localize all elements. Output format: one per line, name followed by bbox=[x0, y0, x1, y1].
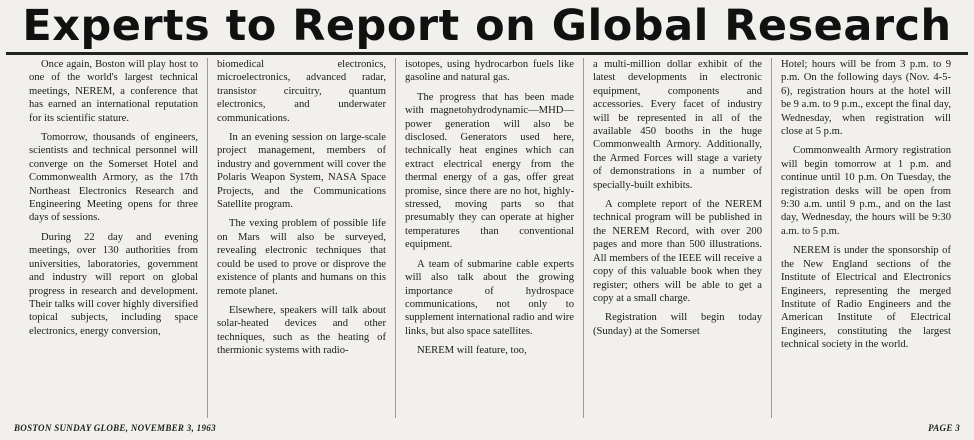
headline-rule bbox=[6, 52, 968, 55]
paragraph: Commonwealth Armory registration will begin tomorrow at 1 p.m. and continue until 10 p.m. On Tuesday, the registration desks will be open from 9:30 a.m. until 9 p.m., and on the last day, Wednesday, the hours will be 9:30 a.m. to 5 p.m. bbox=[781, 145, 951, 237]
paragraph: a multi-million dollar exhibit of the latest developments in electronic equipment, components and accessories. Every facet of industry will be represented in all of the available 450 booths in the huge Commonwealth Armory. Additionally, the Armed Forces will stage a variety of demonstrations in a number of specially-built exhibits. bbox=[593, 59, 762, 191]
paragraph: NEREM will feature, too, bbox=[417, 345, 527, 357]
paragraph: Hotel; hours will be from 3 p.m. to 9 p.m. On the following days (Nov. 4-5-6), registration hours at the hotel will be 9 a.m. to 9 p.m., except the final day, Wednesday, when registration will close at 5 p.m. bbox=[781, 59, 951, 138]
paragraph: isotopes, using hydrocarbon fuels like gasoline and natural gas. bbox=[405, 59, 574, 84]
paragraph: NEREM is under the sponsorship of the New England sections of the Institute of Electrical and Electronics Engineers, representing the merged Institute of Radio Engineers and the American Institute of Electrical Engineers, constituting the largest technical society in the world. bbox=[781, 245, 951, 351]
paragraph: In an evening session on large-scale project management, members of industry and government will cover the Polaris Weapon System, NASA Space Projects, and the Communications Satellite program. bbox=[217, 132, 386, 211]
paragraph: Elsewhere, speakers will talk about solar-heated devices and other techniques, such as the heating of thermionic systems with radio- bbox=[217, 304, 386, 357]
paragraph: Registration will begin today (Sunday) at the Somerset bbox=[593, 312, 762, 337]
paragraph: A team of submarine cable experts will also talk about the growing importance of hydrospace communications, not only to supplement international radio and wire links, but also space satellites. bbox=[405, 258, 574, 337]
publication-dateline: BOSTON SUNDAY GLOBE, NOVEMBER 3, 1963 bbox=[14, 423, 216, 433]
paragraph: The vexing problem of possible life on Mars will also be surveyed, revealing electronic techniques that could be used to prove or disprove the existence of plants and humans on this remote planet. bbox=[217, 218, 386, 297]
page-footer bbox=[14, 420, 960, 436]
paragraph: biomedical electronics, microelectronics, advanced radar, transistor circuitry, quantum electronics, and underwater communications. bbox=[217, 59, 386, 124]
headline: Experts to Report on Global Research bbox=[22, 1, 952, 51]
paragraph: A complete report of the NEREM technical program will be published in the NEREM Record, with over 200 pages and more than 500 illustrations. All members of the IEEE will receive a copy of this valuable book when they register; others will be able to get a copy at a small charge. bbox=[593, 199, 762, 304]
article-column-3 bbox=[396, 58, 584, 418]
article-column-4 bbox=[584, 58, 772, 418]
paragraph: During 22 day and evening meetings, over 130 authorities from universities, laboratories, government and industry will report on global progress in research and development. Their talks will cover highly diversified topical subjects, including space electronics, energy conversion, bbox=[29, 231, 198, 337]
paragraph: The progress that has been made with magnetohydrodynamic—MHD—power generation will also be disclosed. Generators used here, technically heat engines which can extract electrical energy from the thermal energy of a gas, offer great promise, since there are no hot, highly-stressed, moving parts so that presumably they can operate at higher temperatures than conventional equipment. bbox=[405, 91, 574, 251]
page-number: PAGE 3 bbox=[928, 423, 960, 433]
article-columns bbox=[20, 58, 960, 418]
article-column-5 bbox=[772, 58, 960, 418]
article-column-2 bbox=[208, 58, 396, 418]
paragraph: Once again, Boston will play host to one of the world's largest technical meetings, NEREM, a conference that has earned an international reputation for its scientific stature. bbox=[29, 59, 198, 124]
paragraph: Tomorrow, thousands of engineers, scientists and technical personnel will converge on the Somerset Hotel and Commonwealth Armory, as the 17th Northeast Electronics Research and Engineering Meeting opens for three days of sessions. bbox=[29, 132, 198, 224]
article-column-1 bbox=[20, 58, 208, 418]
